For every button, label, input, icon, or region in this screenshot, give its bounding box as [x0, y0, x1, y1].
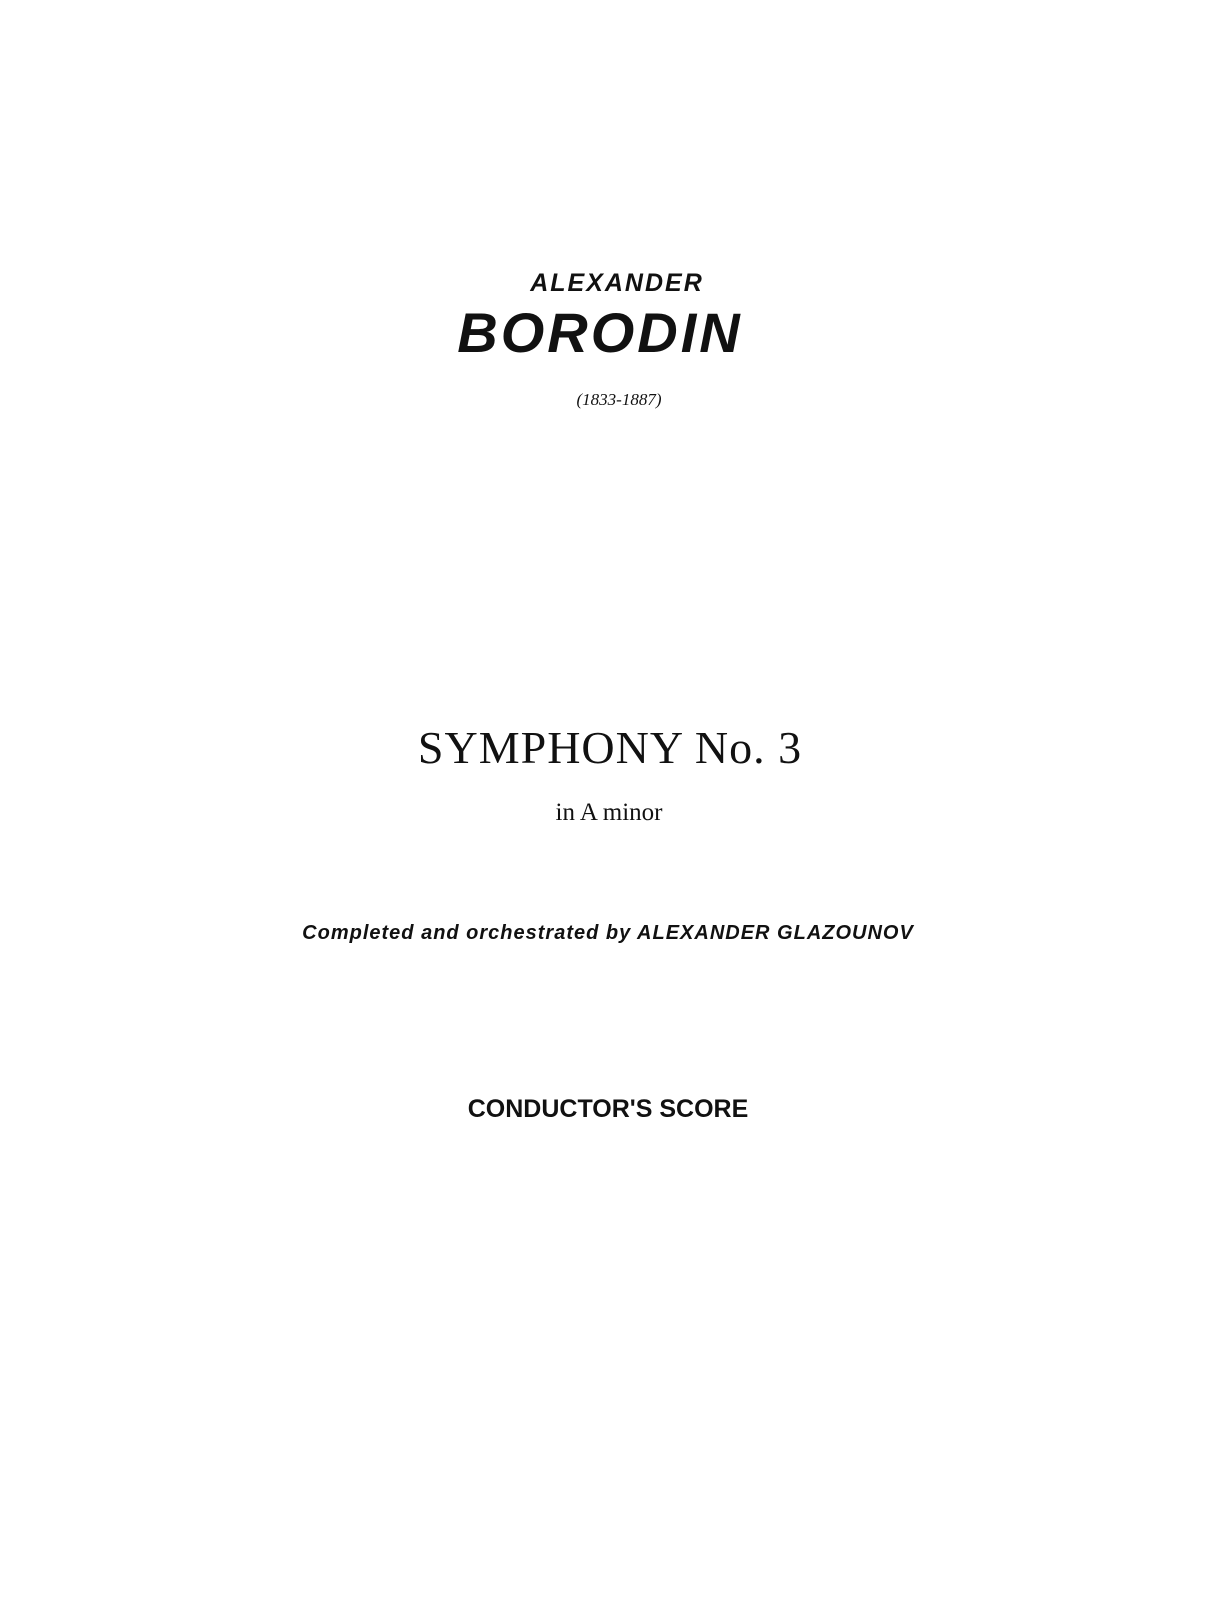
work-key: in A minor — [555, 799, 663, 826]
score-edition: CONDUCTOR'S SCORE — [467, 1095, 749, 1123]
orchestration-credit: Completed and orchestrated by ALEXANDER GLAZOUNOV — [302, 922, 914, 944]
work-title: SYMPHONY No. 3 — [417, 722, 803, 773]
composer-last-name: BORODIN — [457, 301, 743, 364]
composer-first-name: ALEXANDER — [530, 269, 704, 297]
composer-dates: (1833-1887) — [576, 390, 662, 409]
